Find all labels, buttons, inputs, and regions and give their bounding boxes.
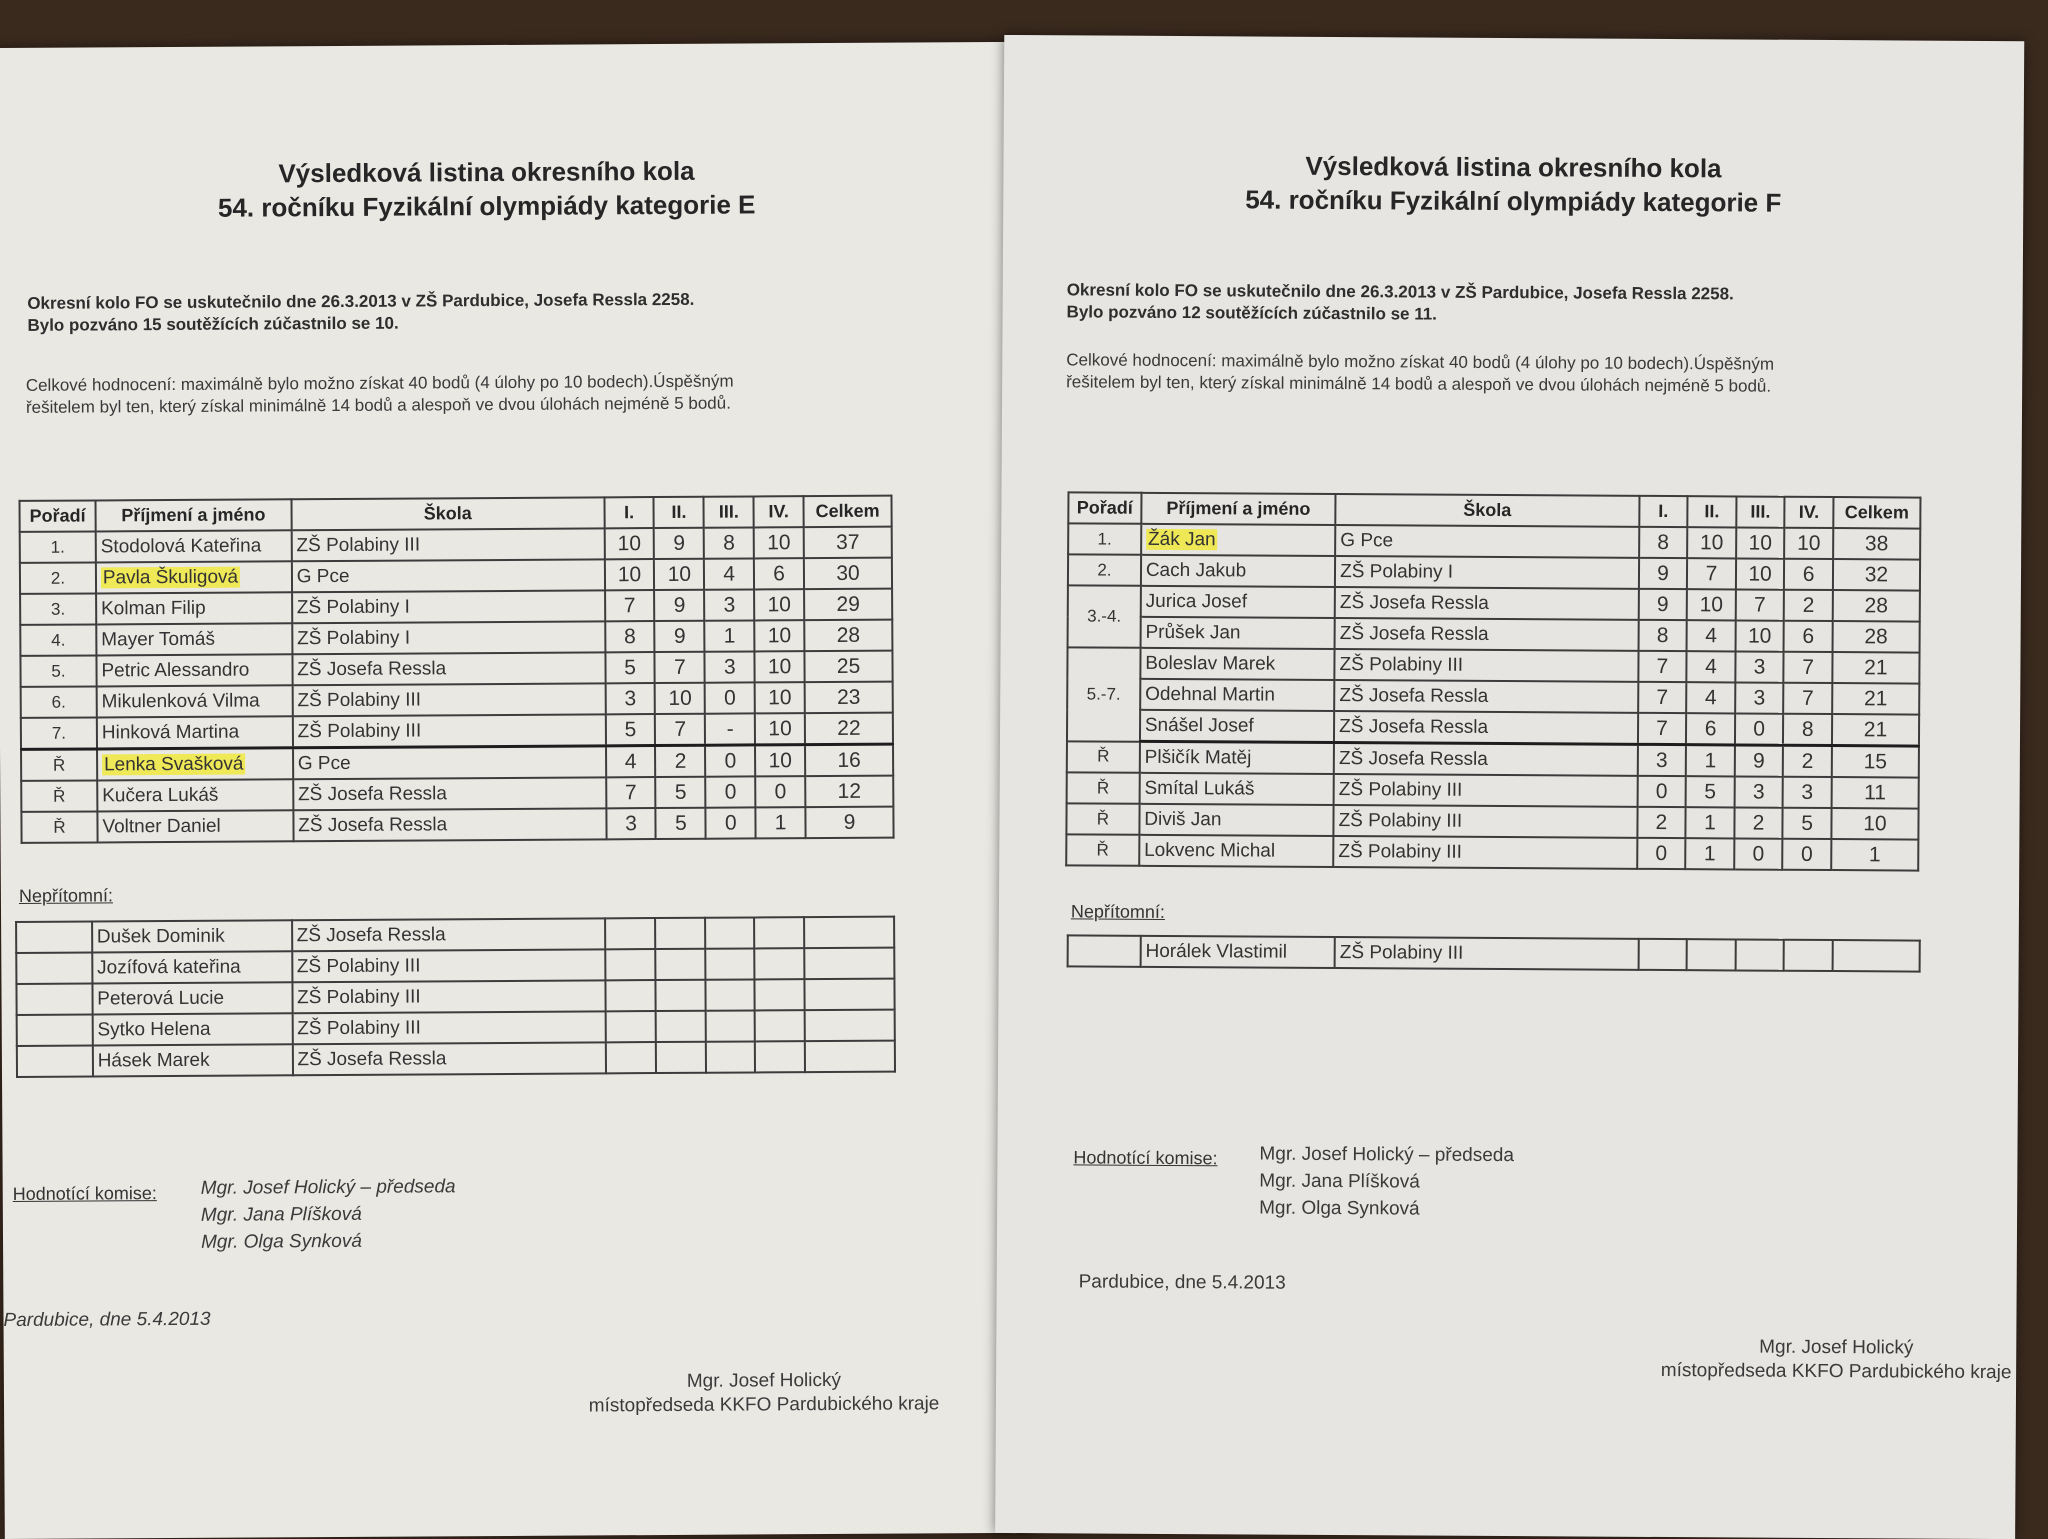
- rank-cell: 6.: [21, 686, 97, 717]
- rank-cell: 3.-4.: [1068, 585, 1141, 647]
- table-row: [1068, 585, 1920, 621]
- blank-cell: [804, 948, 894, 980]
- blank-cell: [805, 1010, 895, 1042]
- score-2-cell: 5: [656, 777, 706, 808]
- score-3-cell: 10: [1736, 558, 1785, 589]
- sheet-f-absent-label: Nepřítomní:: [1070, 901, 1166, 922]
- highlighted-name: Lenka Svašková: [103, 753, 244, 775]
- signature-role: místopředseda KKFO Pardubického kraje: [1660, 1359, 2012, 1384]
- sheet-f-title-line2: 54. ročníku Fyzikální olympiády kategorie F: [1245, 184, 1782, 218]
- sheet-e-eval-line1: Celkové hodnocení: maximálně bylo možno získat 40 bodů (4 úlohy po 10 bodech).Úspěšným: [25, 371, 734, 395]
- school-cell: G Pce: [1335, 525, 1639, 558]
- score-2-cell: 10: [1687, 589, 1736, 620]
- blank-cell: [705, 948, 755, 979]
- sheet-f-results-table: [1065, 491, 1921, 871]
- score-3-cell: 0: [706, 807, 756, 838]
- total-cell: 37: [804, 527, 892, 559]
- school-cell: ZŠ Polabiny III: [1335, 937, 1639, 970]
- blank-cell: [16, 952, 92, 983]
- score-1-cell: 10: [604, 559, 654, 590]
- rank-cell: Ř: [1066, 803, 1139, 834]
- score-4-cell: 3: [1783, 777, 1832, 808]
- score-3-cell: 3: [1735, 682, 1784, 713]
- name-cell: Jozífová kateřina: [92, 951, 292, 983]
- blank-cell: [804, 917, 894, 949]
- signature-name: Mgr. Josef Holický: [686, 1369, 842, 1392]
- rank-cell: 4.: [20, 624, 96, 655]
- rank-cell: 5.: [20, 655, 96, 686]
- school-cell: ZŠ Polabiny III: [1334, 774, 1638, 807]
- results-sheet-category-e: [0, 42, 1035, 1539]
- name-cell: Mikulenková Vilma: [97, 685, 293, 717]
- total-cell: 22: [805, 713, 893, 745]
- total-cell: 21: [1832, 652, 1919, 684]
- score-1-cell: 3: [1637, 744, 1686, 776]
- blank-cell: [755, 1010, 805, 1041]
- school-cell: G Pce: [292, 559, 605, 592]
- score-3-cell: 0: [705, 682, 755, 713]
- results-sheet-category-f: [995, 35, 2024, 1539]
- name-cell: Stodolová Kateřina: [96, 530, 292, 562]
- score-1-cell: 7: [1638, 651, 1687, 682]
- score-2-cell: 9: [655, 590, 705, 621]
- blank-cell: [17, 1014, 93, 1045]
- blank-cell: [1784, 940, 1833, 971]
- name-cell: [96, 561, 292, 593]
- school-cell: ZŠ Polabiny I: [292, 590, 605, 623]
- table-row: [1068, 616, 1920, 652]
- header-task-3: III.: [704, 496, 754, 527]
- committee-member: Mgr. Josef Holický – předseda: [200, 1176, 456, 1199]
- score-3-cell: 3: [704, 589, 754, 620]
- score-1-cell: 8: [1638, 620, 1687, 651]
- school-cell: G Pce: [293, 746, 606, 779]
- sheet-f-committee-label: Hodnotící komise:: [1073, 1147, 1218, 1169]
- name-cell: Průšek Jan: [1140, 617, 1334, 649]
- score-2-cell: 7: [1687, 558, 1736, 589]
- table-row: [1067, 709, 1919, 746]
- blank-cell: [16, 983, 92, 1014]
- blank-cell: [1068, 935, 1141, 966]
- blank-cell: [754, 917, 804, 948]
- rank-cell: 5.-7.: [1067, 647, 1140, 741]
- score-2-cell: 9: [654, 528, 704, 559]
- name-cell: [1141, 524, 1335, 556]
- score-4-cell: 2: [1783, 745, 1832, 777]
- score-4-cell: 1: [756, 807, 806, 838]
- score-4-cell: 7: [1784, 652, 1833, 683]
- score-4-cell: 6: [1784, 621, 1833, 652]
- sheet-e-title-line1: Výsledková listina okresního kola: [278, 155, 695, 189]
- name-cell: Smítal Lukáš: [1139, 773, 1333, 805]
- score-4-cell: 8: [1783, 714, 1832, 746]
- score-2-cell: 7: [655, 714, 705, 746]
- highlighted-name: Pavla Škuligová: [102, 566, 239, 588]
- header-school: Škola: [1335, 494, 1639, 527]
- score-2-cell: 4: [1686, 682, 1735, 713]
- name-cell: [97, 748, 293, 781]
- school-cell: ZŠ Josefa Ressla: [1334, 680, 1638, 713]
- header-task-1: I.: [1639, 496, 1688, 527]
- sheet-e-place-date: Pardubice, dne 5.4.2013: [3, 1308, 211, 1332]
- school-cell: ZŠ Josefa Ressla: [1334, 742, 1638, 775]
- name-cell: Lokvenc Michal: [1139, 835, 1333, 867]
- absent-row: [1068, 935, 1920, 971]
- blank-cell: [655, 918, 705, 949]
- score-2-cell: 2: [655, 745, 705, 777]
- sheet-f-evaluation: [1066, 349, 1774, 397]
- score-1-cell: 0: [1637, 776, 1686, 807]
- table-row: [1068, 554, 1920, 590]
- blank-cell: [655, 1011, 705, 1042]
- header-name: Příjmení a jméno: [95, 499, 291, 531]
- score-2-cell: 5: [656, 808, 706, 839]
- score-4-cell: 6: [754, 558, 804, 589]
- table-header-row: [1068, 492, 1920, 528]
- score-4-cell: 10: [755, 713, 805, 745]
- score-3-cell: 7: [1736, 589, 1785, 620]
- score-1-cell: 3: [605, 683, 655, 714]
- sheet-f-committee: [1259, 1141, 1514, 1224]
- committee-member: Mgr. Olga Synková: [1259, 1197, 1420, 1220]
- total-cell: 12: [805, 776, 893, 808]
- score-2-cell: 4: [1687, 651, 1736, 682]
- school-cell: ZŠ Polabiny III: [1334, 805, 1638, 838]
- signature-role: místopředseda KKFO Pardubického kraje: [588, 1393, 940, 1417]
- sheet-f-intro: [1067, 279, 1734, 327]
- sheet-e-intro: [27, 289, 694, 337]
- score-2-cell: 4: [1687, 620, 1736, 651]
- score-1-cell: 7: [605, 590, 655, 621]
- sheet-e-committee: [201, 1173, 456, 1256]
- score-1-cell: 8: [605, 621, 655, 652]
- score-3-cell: 10: [1735, 620, 1784, 651]
- score-2-cell: 7: [655, 652, 705, 683]
- header-total: Celkem: [1833, 497, 1920, 529]
- sheet-e-committee-label: Hodnotící komise:: [12, 1183, 157, 1204]
- sheet-f-title-line1: Výsledková listina okresního kola: [1305, 150, 1722, 184]
- blank-cell: [17, 1045, 93, 1076]
- name-cell: Kolman Filip: [96, 592, 292, 624]
- score-2-cell: 5: [1686, 776, 1735, 807]
- blank-cell: [805, 979, 895, 1011]
- sheet-f-intro-line1: Okresní kolo FO se uskutečnilo dne 26.3.2013 v ZŠ Pardubice, Josefa Ressla 2258.: [1066, 280, 1734, 304]
- school-cell: ZŠ Polabiny III: [292, 683, 605, 716]
- committee-member: Mgr. Jana Plíšková: [200, 1203, 362, 1226]
- committee-member: Mgr. Josef Holický – předseda: [1259, 1143, 1515, 1167]
- score-3-cell: 2: [1734, 807, 1783, 838]
- header-task-4: IV.: [754, 496, 804, 527]
- score-4-cell: 10: [755, 745, 805, 777]
- signature-name: Mgr. Josef Holický: [1759, 1336, 1914, 1359]
- sheet-f-eval-line2: řešitelem byl ten, který získal minimálně 14 bodů a alespoň ve dvou úlohách nejméně 5 bodů.: [1066, 372, 1772, 396]
- school-cell: ZŠ Josefa Ressla: [292, 918, 606, 951]
- score-1-cell: 5: [605, 652, 655, 683]
- school-cell: ZŠ Polabiny III: [292, 980, 606, 1013]
- score-2-cell: 10: [655, 683, 705, 714]
- sheet-e-absent-table: [15, 916, 896, 1078]
- sheet-e-title-line2: 54. ročníku Fyzikální olympiády kategorie E: [217, 189, 756, 223]
- header-task-2: II.: [1688, 496, 1737, 527]
- name-cell: Snášel Josef: [1140, 710, 1334, 743]
- school-cell: ZŠ Polabiny III: [293, 714, 606, 747]
- school-cell: ZŠ Polabiny III: [292, 1011, 606, 1044]
- name-cell: Kučera Lukáš: [97, 779, 293, 811]
- school-cell: ZŠ Josefa Ressla: [292, 1042, 606, 1075]
- score-4-cell: 10: [755, 682, 805, 713]
- blank-cell: [705, 1010, 755, 1041]
- score-3-cell: 1: [705, 620, 755, 651]
- blank-cell: [755, 979, 805, 1010]
- school-cell: ZŠ Josefa Ressla: [293, 808, 606, 841]
- header-task-3: III.: [1736, 496, 1785, 527]
- score-1-cell: 2: [1637, 807, 1686, 838]
- blank-cell: [605, 980, 655, 1011]
- score-1-cell: 10: [604, 528, 654, 559]
- score-3-cell: 3: [1735, 651, 1784, 682]
- score-3-cell: 10: [1736, 527, 1785, 558]
- blank-cell: [16, 921, 92, 952]
- sheet-e-intro-line1: Okresní kolo FO se uskutečnilo dne 26.3.2013 v ZŠ Pardubice, Josefa Ressla 2258.: [27, 289, 695, 313]
- sheet-f-title: [1043, 147, 1983, 221]
- score-3-cell: 0: [1734, 838, 1783, 869]
- name-cell: Hinková Martina: [97, 716, 293, 749]
- table-row: [21, 713, 893, 750]
- rank-cell: Ř: [21, 780, 97, 811]
- school-cell: ZŠ Polabiny I: [1335, 556, 1639, 589]
- header-task-4: IV.: [1785, 497, 1834, 528]
- header-school: Škola: [291, 497, 604, 530]
- score-4-cell: 10: [1784, 528, 1833, 559]
- name-cell: Jurica Josef: [1141, 586, 1335, 618]
- score-1-cell: 7: [1638, 682, 1687, 713]
- score-4-cell: 5: [1783, 808, 1832, 839]
- name-cell: Sytko Helena: [92, 1013, 292, 1045]
- committee-member: Mgr. Jana Plíšková: [1259, 1170, 1420, 1193]
- score-4-cell: 2: [1784, 590, 1833, 621]
- school-cell: ZŠ Polabiny III: [1333, 836, 1637, 869]
- blank-cell: [655, 980, 705, 1011]
- score-3-cell: 0: [705, 745, 755, 777]
- total-cell: 28: [1832, 621, 1919, 653]
- blank-cell: [1735, 939, 1784, 970]
- rank-cell: 1.: [20, 531, 96, 562]
- blank-cell: [705, 917, 755, 948]
- score-4-cell: 10: [754, 620, 804, 651]
- sheet-f-intro-line2: Bylo pozváno 12 soutěžících zúčastnilo se 11.: [1066, 302, 1437, 324]
- blank-cell: [1687, 939, 1736, 970]
- blank-cell: [605, 918, 655, 949]
- blank-cell: [805, 1041, 895, 1073]
- rank-cell: Ř: [1066, 834, 1139, 865]
- table-row: [1066, 803, 1918, 839]
- name-cell: Horálek Vlastimil: [1140, 936, 1334, 968]
- school-cell: ZŠ Polabiny III: [1334, 649, 1638, 682]
- name-cell: Diviš Jan: [1139, 804, 1333, 836]
- total-cell: 32: [1833, 559, 1920, 591]
- score-4-cell: 10: [754, 527, 804, 558]
- name-cell: Hásek Marek: [93, 1044, 293, 1076]
- header-rank: Pořadí: [1068, 492, 1141, 523]
- total-cell: 25: [804, 651, 892, 683]
- total-cell: 10: [1831, 808, 1918, 840]
- blank-cell: [605, 949, 655, 980]
- header-total: Celkem: [804, 496, 892, 528]
- table-row: [21, 744, 893, 781]
- score-4-cell: 6: [1784, 559, 1833, 590]
- sheet-f-signature: [1636, 1335, 2036, 1385]
- score-3-cell: -: [705, 713, 755, 745]
- total-cell: 15: [1832, 746, 1919, 778]
- total-cell: 28: [1833, 590, 1920, 622]
- header-task-1: I.: [604, 497, 654, 528]
- total-cell: 16: [805, 744, 893, 776]
- rank-cell: 7.: [21, 717, 97, 749]
- score-1-cell: 5: [605, 714, 655, 746]
- score-2-cell: 10: [654, 559, 704, 590]
- sheet-e-absent-label: Nepřítomní:: [18, 885, 114, 906]
- score-1-cell: 7: [606, 777, 656, 808]
- table-row: [21, 807, 893, 843]
- blank-cell: [655, 949, 705, 980]
- score-4-cell: 0: [1783, 839, 1832, 870]
- sheet-e-results-table: [18, 495, 894, 844]
- name-cell: Plšičík Matěj: [1140, 741, 1334, 774]
- blank-cell: [755, 948, 805, 979]
- score-1-cell: 9: [1638, 589, 1687, 620]
- total-cell: 21: [1832, 683, 1919, 715]
- table-row: [1066, 834, 1918, 870]
- score-3-cell: 0: [706, 776, 756, 807]
- total-cell: 30: [804, 558, 892, 590]
- school-cell: ZŠ Josefa Ressla: [1335, 587, 1639, 620]
- rank-cell: 3.: [20, 593, 96, 624]
- sheet-e-eval-line2: řešitelem byl ten, který získal minimálně 14 bodů a alespoň ve dvou úlohách nejméně 5 bodů.: [25, 393, 731, 417]
- score-3-cell: 3: [1734, 776, 1783, 807]
- score-3-cell: 9: [1735, 745, 1784, 777]
- score-4-cell: 7: [1784, 683, 1833, 714]
- score-2-cell: 1: [1686, 807, 1735, 838]
- total-cell: 29: [804, 589, 892, 621]
- score-1-cell: 3: [606, 808, 656, 839]
- school-cell: ZŠ Josefa Ressla: [1335, 618, 1639, 651]
- name-cell: Dušek Dominik: [92, 920, 292, 952]
- sheet-e-evaluation: [26, 371, 734, 419]
- header-task-2: II.: [654, 497, 704, 528]
- sheet-e-intro-line2: Bylo pozváno 15 soutěžících zúčastnilo se 10.: [27, 313, 399, 335]
- committee-member: Mgr. Olga Synková: [200, 1230, 362, 1253]
- blank-cell: [705, 979, 755, 1010]
- rank-cell: Ř: [1067, 772, 1140, 803]
- rank-cell: 2.: [1068, 554, 1141, 585]
- total-cell: 11: [1832, 777, 1919, 809]
- name-cell: Odehnal Martin: [1140, 679, 1334, 711]
- total-cell: 38: [1833, 528, 1920, 560]
- table-row: [1068, 523, 1920, 559]
- table-row: [1067, 772, 1919, 808]
- table-row: [1067, 678, 1919, 714]
- blank-cell: [1833, 940, 1920, 972]
- total-cell: 9: [805, 807, 893, 839]
- total-cell: 1: [1831, 839, 1918, 871]
- score-1-cell: 8: [1639, 527, 1688, 558]
- header-name: Příjmení a jméno: [1141, 493, 1335, 525]
- blank-cell: [656, 1042, 706, 1073]
- rank-cell: Ř: [1067, 741, 1140, 773]
- score-2-cell: 9: [655, 621, 705, 652]
- total-cell: 23: [805, 682, 893, 714]
- score-2-cell: 10: [1687, 527, 1736, 558]
- school-cell: ZŠ Polabiny III: [292, 949, 606, 982]
- score-3-cell: 3: [705, 651, 755, 682]
- score-1-cell: 0: [1637, 838, 1686, 869]
- score-3-cell: 8: [704, 527, 754, 558]
- highlighted-name: Žák Jan: [1147, 528, 1216, 550]
- rank-cell: 2.: [20, 562, 96, 593]
- name-cell: Mayer Tomáš: [96, 623, 292, 655]
- score-3-cell: 0: [1735, 713, 1784, 745]
- name-cell: Peterová Lucie: [92, 982, 292, 1014]
- absent-row: [17, 1041, 895, 1077]
- score-4-cell: 10: [755, 651, 805, 682]
- school-cell: ZŠ Josefa Ressla: [292, 652, 605, 685]
- blank-cell: [705, 1041, 755, 1072]
- table-row: [1067, 741, 1919, 778]
- name-cell: Voltner Daniel: [97, 810, 293, 842]
- rank-cell: Ř: [21, 749, 97, 781]
- total-cell: 28: [804, 620, 892, 652]
- table-row: [1067, 647, 1919, 683]
- sheet-f-place-date: Pardubice, dne 5.4.2013: [1078, 1271, 1286, 1294]
- score-2-cell: 6: [1686, 713, 1735, 745]
- school-cell: ZŠ Josefa Ressla: [293, 777, 606, 810]
- school-cell: ZŠ Polabiny III: [291, 528, 604, 561]
- score-2-cell: 1: [1685, 838, 1734, 869]
- score-2-cell: 1: [1686, 745, 1735, 777]
- sheet-e-signature: [544, 1368, 984, 1419]
- score-4-cell: 10: [754, 589, 804, 620]
- score-3-cell: 4: [704, 558, 754, 589]
- score-4-cell: 0: [755, 776, 805, 807]
- name-cell: Boleslav Marek: [1140, 648, 1334, 680]
- blank-cell: [606, 1042, 656, 1073]
- school-cell: ZŠ Polabiny I: [292, 621, 605, 654]
- sheet-f-absent-table: [1067, 934, 1921, 972]
- rank-cell: 1.: [1068, 523, 1141, 554]
- sheet-e-title: [0, 152, 977, 226]
- name-cell: Petric Alessandro: [96, 654, 292, 686]
- header-rank: Pořadí: [20, 500, 96, 531]
- sheet-f-eval-line1: Celkové hodnocení: maximálně bylo možno získat 40 bodů (4 úlohy po 10 bodech).Úspěšným: [1066, 350, 1775, 374]
- rank-cell: Ř: [21, 811, 97, 842]
- school-cell: ZŠ Josefa Ressla: [1334, 711, 1638, 744]
- score-1-cell: 7: [1638, 713, 1687, 745]
- score-1-cell: 9: [1639, 558, 1688, 589]
- score-1-cell: 4: [606, 746, 656, 778]
- blank-cell: [755, 1041, 805, 1072]
- total-cell: 21: [1832, 714, 1919, 746]
- name-cell: Cach Jakub: [1141, 555, 1335, 587]
- blank-cell: [1638, 939, 1687, 970]
- blank-cell: [606, 1011, 656, 1042]
